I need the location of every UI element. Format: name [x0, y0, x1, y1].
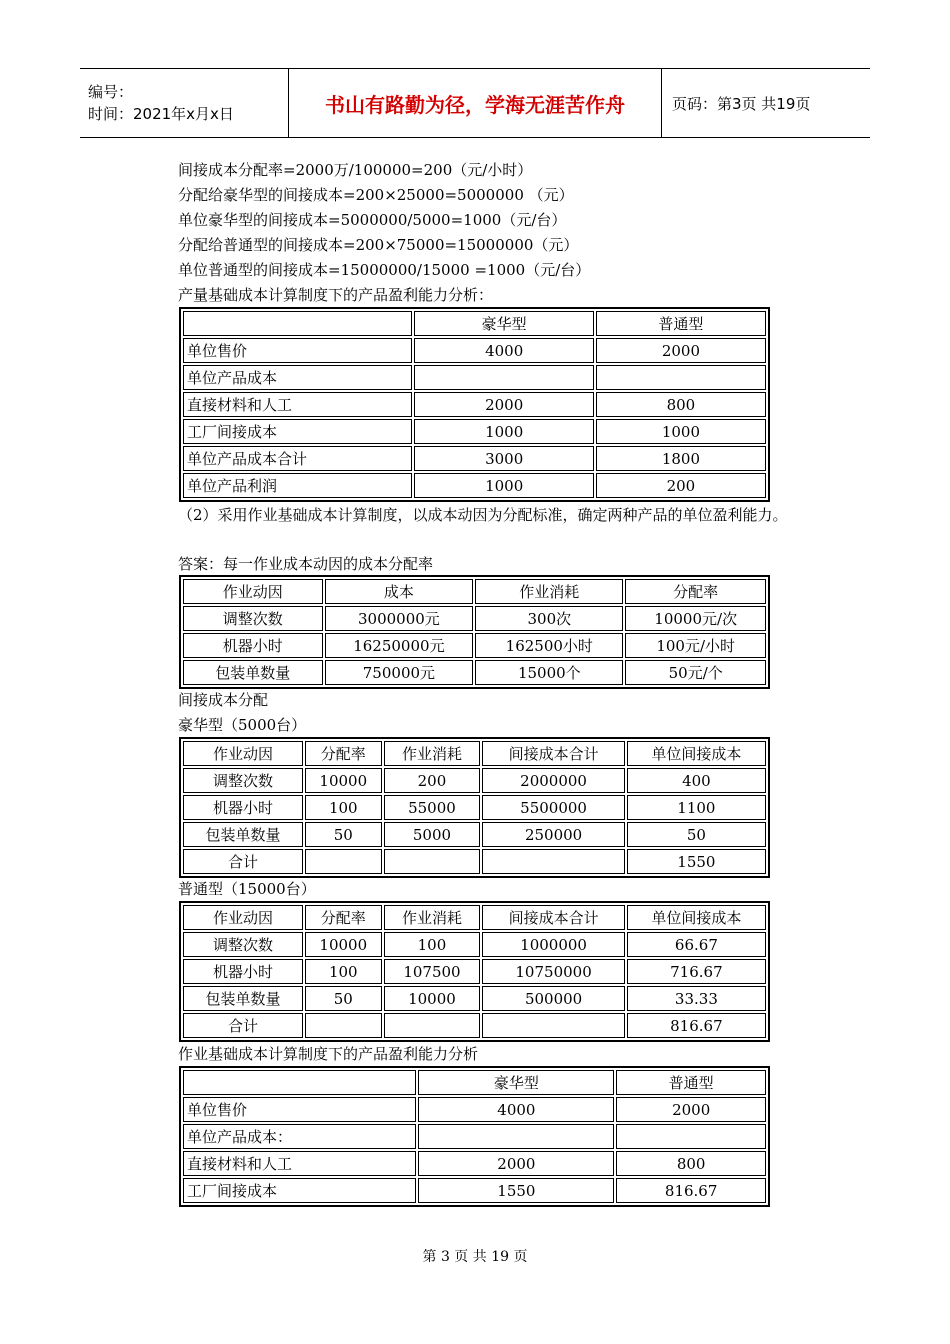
- table-cell: [482, 1013, 624, 1038]
- table-cell: 716.67: [627, 959, 766, 984]
- table-cell: 50元/个: [625, 660, 766, 685]
- table-header-cell: 间接成本合计: [482, 905, 624, 930]
- table-cell: 16250000元: [325, 633, 474, 658]
- cost-driver-rate-table: [179, 575, 770, 689]
- table-cell: 直接材料和人工: [183, 1151, 416, 1176]
- table-row: [183, 768, 766, 793]
- table-cell: 调整次数: [183, 932, 303, 957]
- page-footer: 第 3 页 共 19 页: [422, 1249, 528, 1265]
- table-cell: 816.67: [616, 1178, 766, 1203]
- table-cell: 100: [384, 932, 481, 957]
- table-header-row: [183, 579, 766, 604]
- header-motto: [288, 69, 662, 137]
- table-header-cell: 普通型: [596, 311, 766, 336]
- table-cell: 5000: [384, 822, 481, 847]
- table-cell: 250000: [482, 822, 624, 847]
- table-header-cell: 单位间接成本: [627, 741, 766, 766]
- table-cell: 1800: [596, 446, 766, 471]
- table-cell: 2000: [418, 1151, 614, 1176]
- table-row: [183, 473, 766, 498]
- table-header-cell: 分配率: [625, 579, 766, 604]
- table-cell: [384, 1013, 481, 1038]
- table-cell: 300次: [475, 606, 623, 631]
- table-cell: 2000: [596, 338, 766, 363]
- abc-title: 作业基础成本计算制度下的产品盈利能力分析: [178, 1045, 479, 1063]
- deluxe-title: 豪华型（5000台）: [178, 716, 307, 734]
- table-header-row: [183, 905, 766, 930]
- table-cell: 2000: [414, 392, 593, 417]
- table-header-cell: 作业消耗: [384, 741, 481, 766]
- table-cell: 2000: [616, 1097, 766, 1122]
- table-cell: 单位售价: [183, 1097, 416, 1122]
- table-cell: [616, 1124, 766, 1149]
- text-line: 单位豪华型的间接成本=5000000/5000=1000（元/台）: [178, 211, 567, 229]
- text-line: 分配给普通型的间接成本=200×75000=15000000（元）: [178, 236, 579, 254]
- table-header-cell: [183, 1070, 416, 1095]
- table-cell: 55000: [384, 795, 481, 820]
- table-cell: 包装单数量: [183, 986, 303, 1011]
- table-row: [183, 633, 766, 658]
- table-cell: 调整次数: [183, 606, 323, 631]
- table-cell: 15000个: [475, 660, 623, 685]
- table-cell: 1000000: [482, 932, 624, 957]
- table-header-cell: 作业动因: [183, 579, 323, 604]
- table-header-cell: 豪华型: [414, 311, 593, 336]
- table-row: [183, 1124, 766, 1149]
- table-cell: [482, 849, 624, 874]
- table-cell: 800: [596, 392, 766, 417]
- table-cell: 50: [305, 822, 382, 847]
- header-page: [662, 69, 870, 137]
- table-header-cell: 作业消耗: [384, 905, 481, 930]
- table-cell: [596, 365, 766, 390]
- table-cell: 10000: [305, 768, 382, 793]
- table-row: [183, 849, 766, 874]
- table-cell: 162500小时: [475, 633, 623, 658]
- table-header-cell: 作业动因: [183, 741, 303, 766]
- table-cell: 800: [616, 1151, 766, 1176]
- table-cell: [384, 849, 481, 874]
- header-page-label: 页码：第3页 共19页: [672, 94, 811, 113]
- table-cell: 2000000: [482, 768, 624, 793]
- table-cell: [414, 365, 593, 390]
- table-cell: 66.67: [627, 932, 766, 957]
- table-cell: 1550: [418, 1178, 614, 1203]
- text-line: 单位普通型的间接成本=15000000/15000 =1000（元/台）: [178, 261, 591, 279]
- table-cell: 机器小时: [183, 795, 303, 820]
- table-row: [183, 1178, 766, 1203]
- table-header-cell: 豪华型: [418, 1070, 614, 1095]
- table-row: [183, 660, 766, 685]
- standard-allocation-table: [179, 901, 770, 1042]
- table-row: [183, 606, 766, 631]
- table-cell: 400: [627, 768, 766, 793]
- table-cell: 5500000: [482, 795, 624, 820]
- table-header-cell: 分配率: [305, 741, 382, 766]
- table-cell: 调整次数: [183, 768, 303, 793]
- table-cell: 机器小时: [183, 633, 323, 658]
- answer-title: 答案：每一作业成本动因的成本分配率: [178, 555, 434, 573]
- table-header-row: [183, 1070, 766, 1095]
- table-cell: 4000: [418, 1097, 614, 1122]
- table-cell: 1000: [414, 419, 593, 444]
- table-header-cell: 普通型: [616, 1070, 766, 1095]
- table-header-cell: 作业消耗: [475, 579, 623, 604]
- table-header-cell: 分配率: [305, 905, 382, 930]
- table-cell: 33.33: [627, 986, 766, 1011]
- table-cell: [305, 1013, 382, 1038]
- table-cell: 工厂间接成本: [183, 1178, 416, 1203]
- table-row: [183, 1097, 766, 1122]
- table-header-row: [183, 311, 766, 336]
- table-row: [183, 392, 766, 417]
- table-row: [183, 446, 766, 471]
- table-row: [183, 365, 766, 390]
- table-cell: 10750000: [482, 959, 624, 984]
- table-cell: 750000元: [325, 660, 474, 685]
- table-row: [183, 932, 766, 957]
- table-cell: 机器小时: [183, 959, 303, 984]
- table-header-cell: 成本: [325, 579, 474, 604]
- table-cell: 3000000元: [325, 606, 474, 631]
- table-cell: 3000: [414, 446, 593, 471]
- table-cell: 100: [305, 795, 382, 820]
- table-cell: 包装单数量: [183, 660, 323, 685]
- table-cell: 50: [305, 986, 382, 1011]
- table-cell: 100元/小时: [625, 633, 766, 658]
- table-cell: 816.67: [627, 1013, 766, 1038]
- table-cell: 100: [305, 959, 382, 984]
- motto-text: 书山有路勤为径，学海无涯苦作舟: [325, 92, 625, 117]
- table-row: [183, 822, 766, 847]
- question-paragraph: （2）采用作业基础成本计算制度，以成本动因为分配标准，确定两种产品的单位盈利能力。: [178, 506, 788, 524]
- header-meta: [80, 69, 288, 137]
- activity-based-profit-table: [179, 1066, 770, 1207]
- table-header-cell: 间接成本合计: [482, 741, 624, 766]
- page-header: [80, 68, 870, 138]
- table-row: [183, 795, 766, 820]
- table-row: [183, 1013, 766, 1038]
- table-cell: [418, 1124, 614, 1149]
- table-cell: 200: [384, 768, 481, 793]
- table-cell: 10000: [305, 932, 382, 957]
- table-row: [183, 986, 766, 1011]
- table-cell: 直接材料和人工: [183, 392, 412, 417]
- table-cell: 单位售价: [183, 338, 412, 363]
- table-cell: 1100: [627, 795, 766, 820]
- table-cell: 单位产品利润: [183, 473, 412, 498]
- table-cell: 1000: [414, 473, 593, 498]
- table-header-cell: [183, 311, 412, 336]
- table-cell: 包装单数量: [183, 822, 303, 847]
- table-cell: 工厂间接成本: [183, 419, 412, 444]
- table-cell: 200: [596, 473, 766, 498]
- table-cell: 1000: [596, 419, 766, 444]
- table-cell: 单位产品成本：: [183, 1124, 416, 1149]
- table-cell: 107500: [384, 959, 481, 984]
- table-cell: 4000: [414, 338, 593, 363]
- table-header-cell: 单位间接成本: [627, 905, 766, 930]
- table-cell: 10000元/次: [625, 606, 766, 631]
- table-cell: 50: [627, 822, 766, 847]
- table-row: [183, 419, 766, 444]
- table-row: [183, 338, 766, 363]
- table-cell: 单位产品成本: [183, 365, 412, 390]
- indirect-title: 间接成本分配: [178, 691, 269, 709]
- volume-based-profit-table: [179, 307, 770, 502]
- table-cell: 500000: [482, 986, 624, 1011]
- table-cell: 合计: [183, 849, 303, 874]
- table-cell: 10000: [384, 986, 481, 1011]
- table-header-row: [183, 741, 766, 766]
- table-cell: [305, 849, 382, 874]
- table-cell: 合计: [183, 1013, 303, 1038]
- table-row: [183, 959, 766, 984]
- text-line: 间接成本分配率=2000万/100000=200（元/小时）: [178, 161, 533, 179]
- header-number: 编号：: [88, 83, 134, 101]
- section-title: 产量基础成本计算制度下的产品盈利能力分析：: [178, 286, 494, 304]
- table-cell: 1550: [627, 849, 766, 874]
- deluxe-allocation-table: [179, 737, 770, 878]
- header-time: 时间：2021年x月x日: [88, 105, 234, 123]
- table-row: [183, 1151, 766, 1176]
- standard-title: 普通型（15000台）: [178, 880, 316, 898]
- table-cell: 单位产品成本合计: [183, 446, 412, 471]
- text-line: 分配给豪华型的间接成本=200×25000=5000000 （元）: [178, 186, 574, 204]
- table-header-cell: 作业动因: [183, 905, 303, 930]
